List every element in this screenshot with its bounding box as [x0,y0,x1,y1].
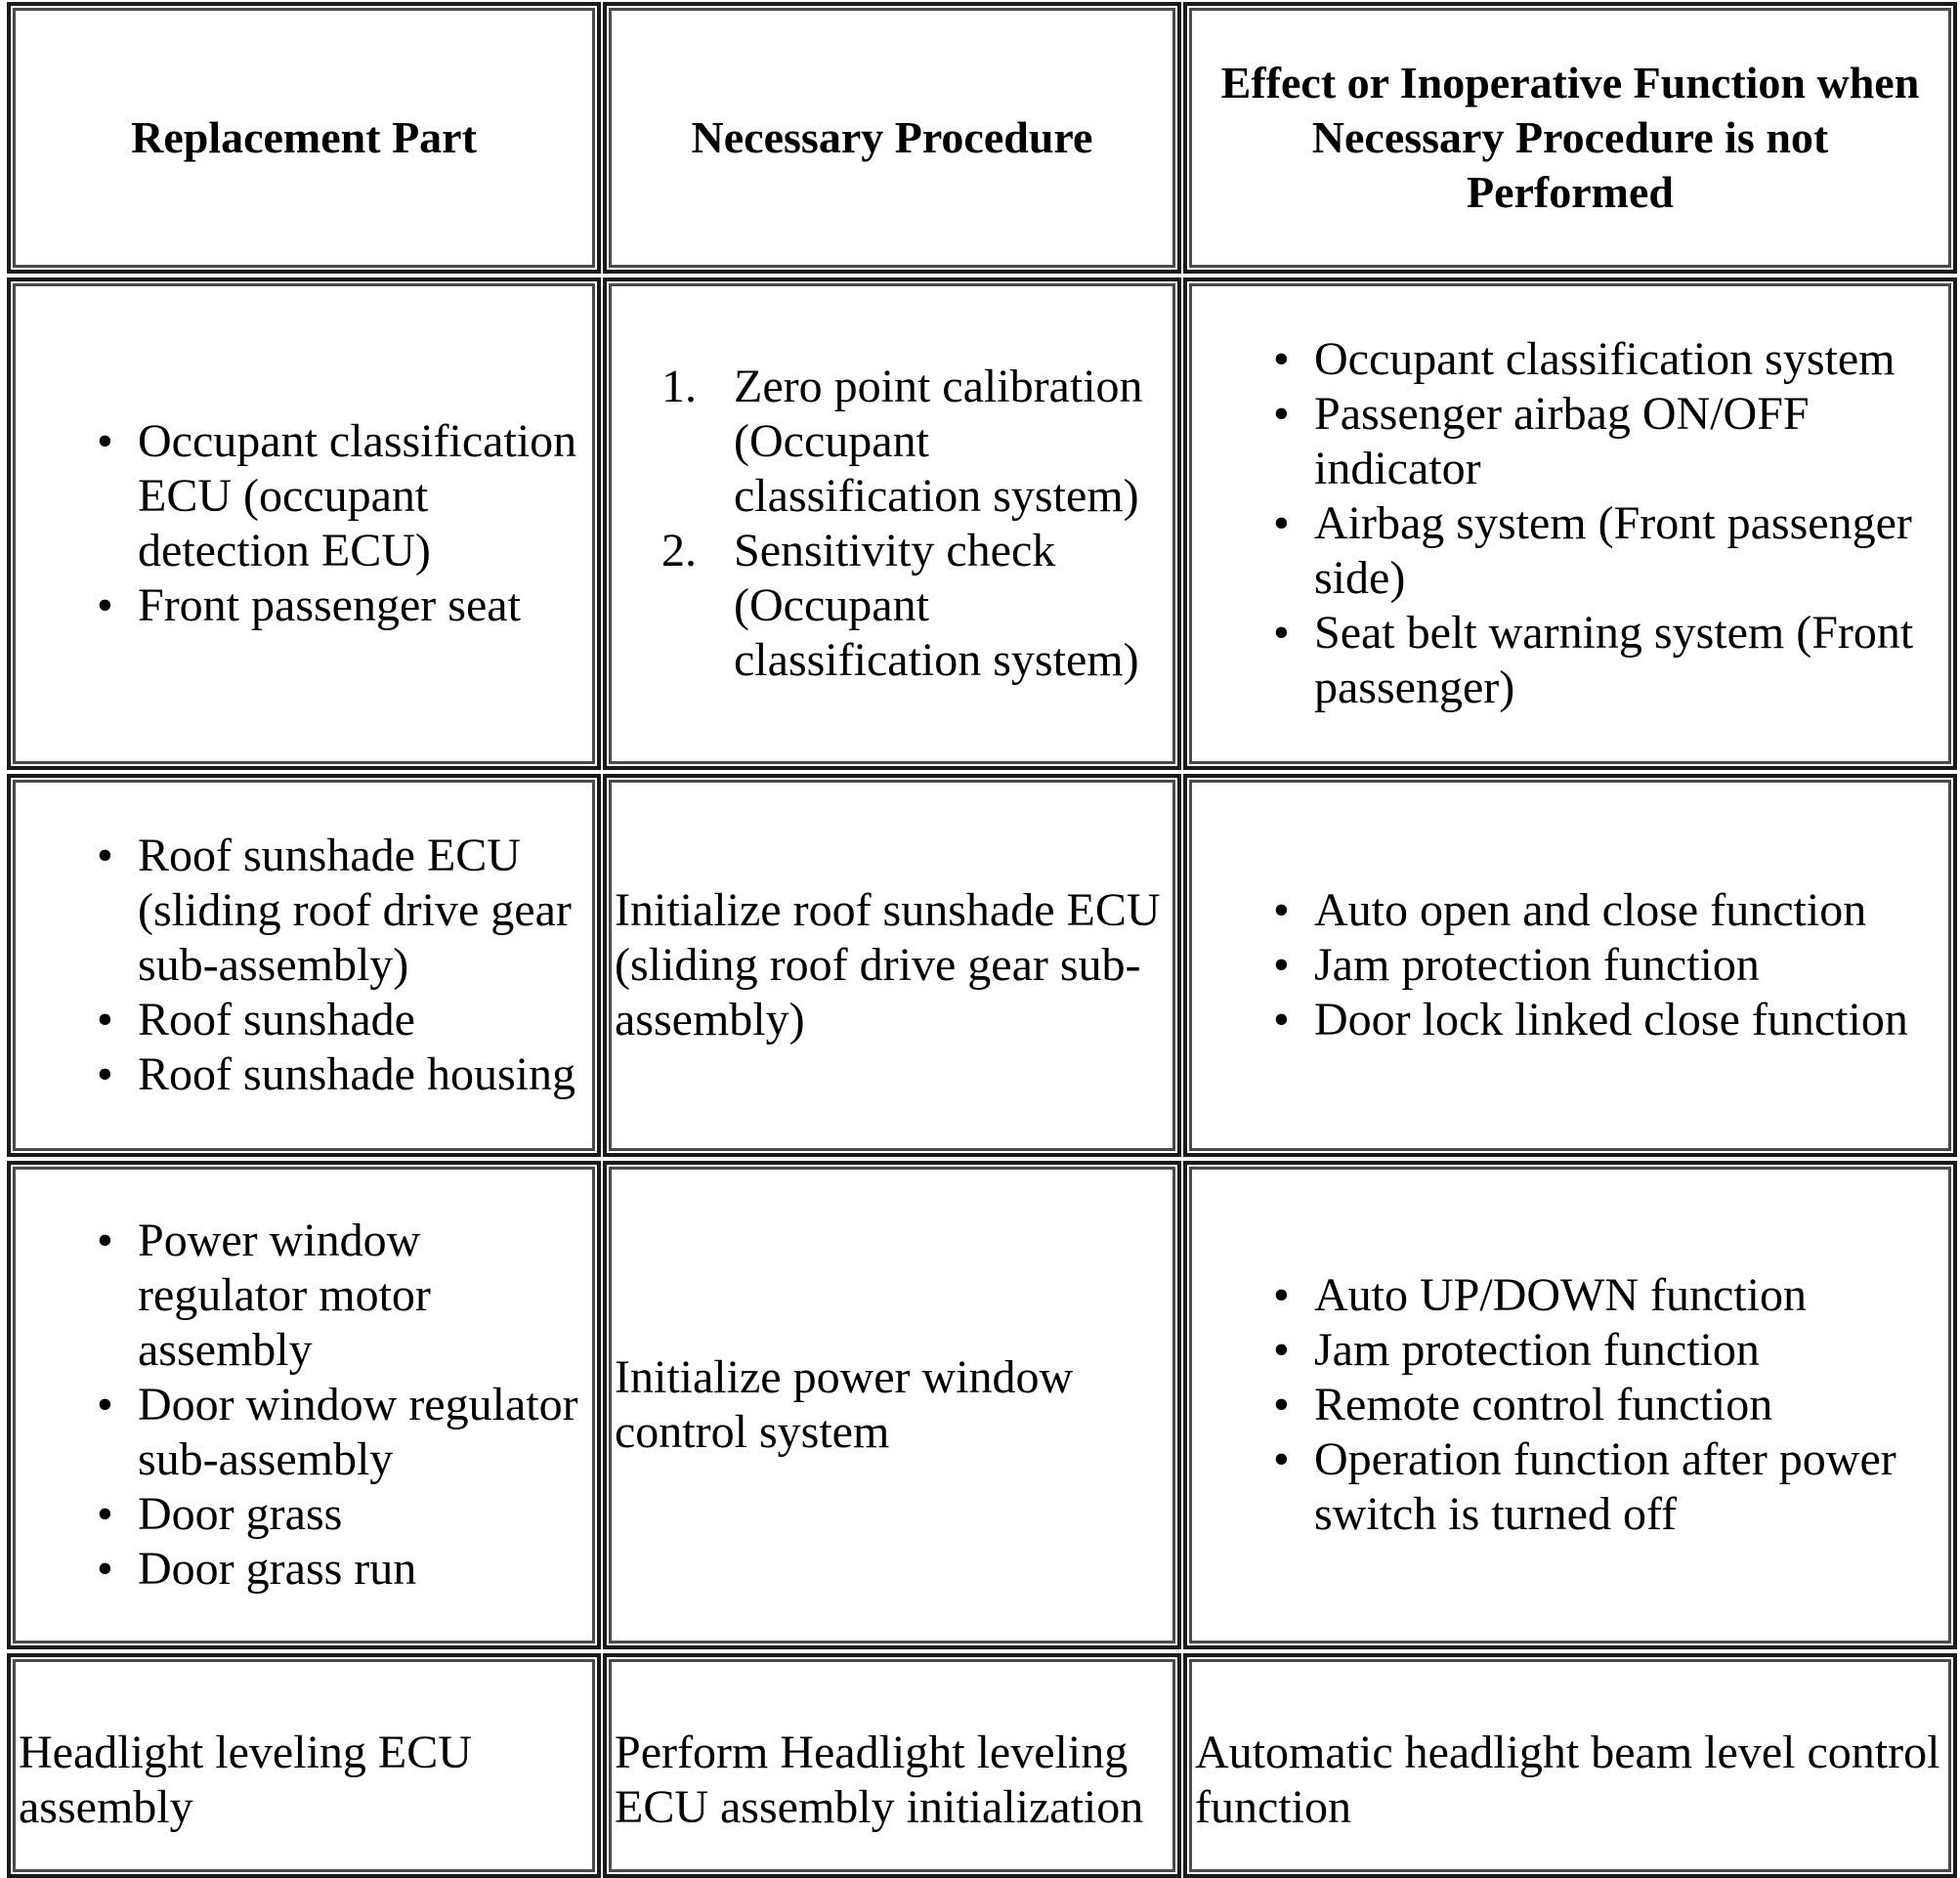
list-item: • Seat belt warning system (Front passenger) [1187,606,1953,715]
row2-parts [7,774,601,1157]
step-text: Zero point calibration (Occupant classification system) [734,361,1143,522]
parts-list [11,414,597,633]
step-number: 1. [661,361,697,412]
parts-list [11,1214,597,1597]
procedure-text: Initialize power window control system [615,1351,1074,1458]
row3-parts [7,1161,601,1649]
effects-list [1187,1268,1953,1542]
header-replacement-part [7,2,601,274]
list-item: • Front passenger seat [11,578,597,633]
list-item: • Auto open and close function [1187,883,1908,938]
effects-list [1187,883,1908,1047]
parts-list [11,829,597,1102]
header-necessary-procedure [603,2,1181,274]
list-item: • Remote control function [1187,1378,1953,1432]
list-item: • Occupant classification ECU (occupant detection ECU) [11,414,597,578]
list-item [607,360,1177,524]
procedure-text: Perform Headlight leveling ECU assembly initialization [615,1727,1144,1833]
header-label: Necessary Procedure [691,112,1093,162]
list-item: • Door grass [11,1487,597,1542]
step-number: 2. [661,525,697,576]
list-item: • Roof sunshade [11,993,597,1047]
procedure-text: Initialize roof sunshade ECU (sliding roof drive gear sub-assembly) [615,884,1161,1046]
list-item: • Door lock linked close function [1187,993,1908,1047]
header-label: Effect or Inoperative Function when Necessary Procedure is not Performed [1220,58,1920,217]
step-text: Sensitivity check (Occupant classification system) [734,525,1139,686]
row4-procedure [603,1653,1181,1878]
list-item [607,524,1177,688]
list-item: • Door grass run [11,1542,597,1597]
procedure-steps [607,360,1177,688]
list-item: • Occupant classification system [1187,332,1953,387]
row1-effects [1183,277,1957,770]
list-item: • Passenger airbag ON/OFF indicator [1187,387,1953,496]
header-label: Replacement Part [131,112,477,162]
row2-effects [1183,774,1957,1157]
row2-procedure [603,774,1181,1157]
row3-effects [1183,1161,1957,1649]
list-item: • Operation function after power switch is turned off [1187,1432,1953,1542]
header-effect [1183,2,1957,274]
row4-effect [1183,1653,1957,1878]
list-item: • Jam protection function [1187,938,1908,993]
list-item: • Roof sunshade housing [11,1047,597,1102]
row1-parts [7,277,601,770]
row1-procedure [603,277,1181,770]
row4-part [7,1653,601,1878]
list-item: • Airbag system (Front passenger side) [1187,496,1953,606]
list-item: • Jam protection function [1187,1323,1953,1378]
list-item: • Power window regulator motor assembly [11,1214,597,1378]
part-text: Headlight leveling ECU assembly [19,1727,472,1833]
list-item: • Roof sunshade ECU (sliding roof drive gear sub-assembly) [11,829,597,993]
list-item: • Auto UP/DOWN function [1187,1268,1953,1323]
effect-text: Automatic headlight beam level control function [1195,1727,1940,1833]
list-item: • Door window regulator sub-assembly [11,1378,597,1487]
effects-list [1187,332,1953,715]
row3-procedure [603,1161,1181,1649]
